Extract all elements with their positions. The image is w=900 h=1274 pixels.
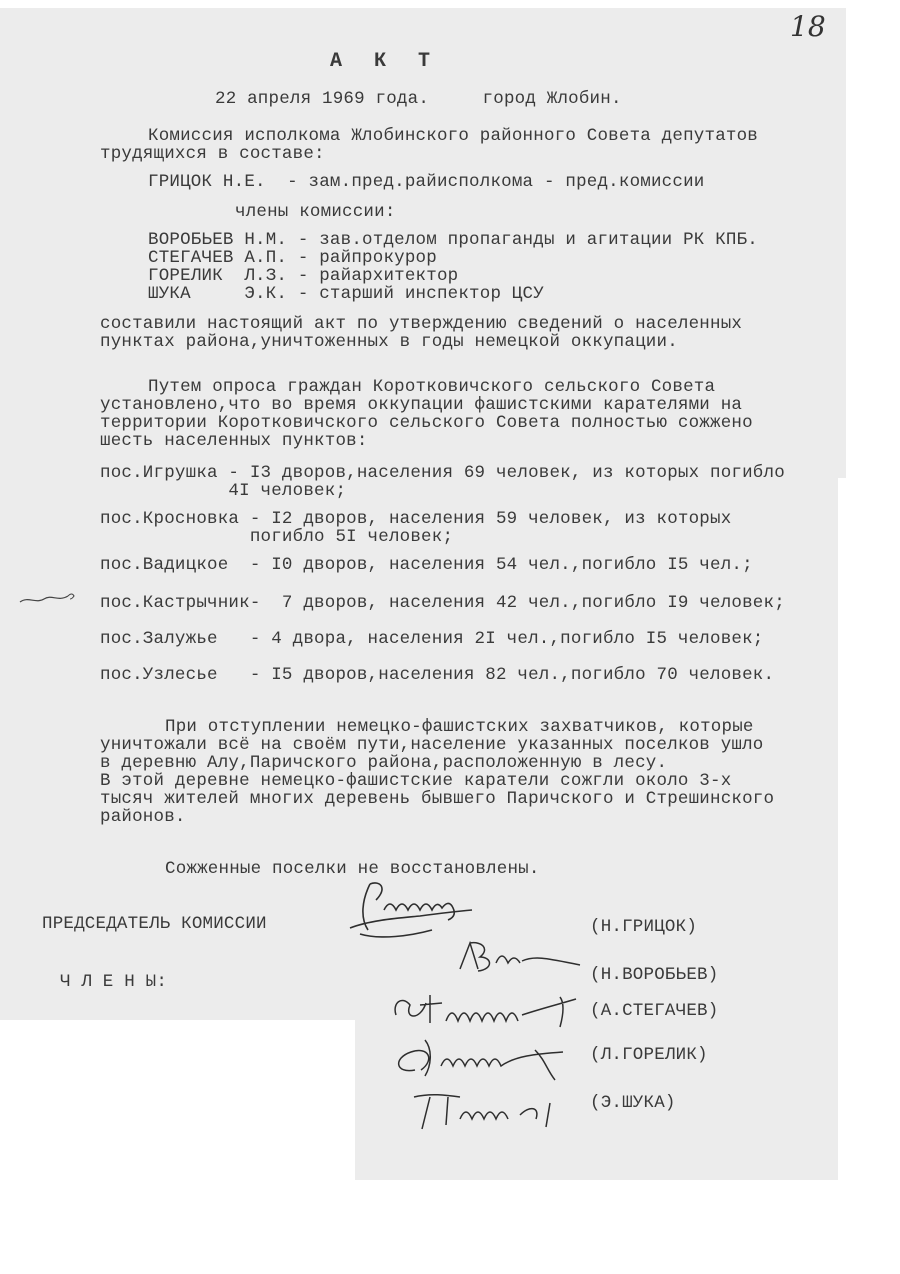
para2-line: При отступлении немецко-фашистских захватчиков, которые [165, 717, 754, 737]
para2-line: в деревню Алу,Паричского района,расположенную в лесу. [100, 753, 668, 773]
settlement-igrushka: пос.Игрушка - I3 дворов,населения 69 человек, из которых погибло [100, 463, 785, 483]
signatory-name: (Н.ГРИЦОК) [590, 917, 698, 937]
intro-line-1: Комиссия исполкома Жлобинского районного Совета депутатов [148, 126, 758, 146]
member-line: ГОРЕЛИК Л.З. - райархитектор [148, 266, 459, 286]
purpose-line-1: составили настоящий акт по утверждению сведений о населенных [100, 314, 743, 334]
torn-corner [0, 1020, 355, 1274]
settlement-krosnovka: пос.Кросновка - I2 дворов, населения 59 человек, из которых [100, 509, 732, 529]
signature-member [385, 1030, 585, 1085]
para2-line: районов. [100, 807, 186, 827]
settlement-krosnovka-cont: погибло 5I человек; [100, 527, 454, 547]
member-line: ВОРОБЬЕВ Н.М. - зав.отделом пропаганды и агитации РК КПБ. [148, 230, 758, 250]
chair-line: ГРИЦОК Н.Е. - зам.пред.райисполкома - пред.комиссии [148, 172, 705, 192]
settlement-uzlesye: пос.Узлесье - I5 дворов,населения 82 чел.,погибло 70 человек. [100, 665, 775, 685]
signature-member [440, 935, 590, 985]
signatory-name: (А.СТЕГАЧЕВ) [590, 1001, 719, 1021]
settlement-zaluzhye: пос.Залужье - 4 двора, населения 2I чел.,погибло I5 человек; [100, 629, 764, 649]
torn-bottom [355, 1180, 838, 1274]
settlement-igrushka-cont: 4I человек; [100, 481, 347, 501]
para2-line: уничтожали всё на своём пути,население указанных поселков ушло [100, 735, 764, 755]
members-label: Ч Л Е Н Ы: [60, 972, 168, 992]
settlement-kastrychnik: пос.Кастрычник- 7 дворов, населения 42 чел.,погибло I9 человек; [100, 593, 785, 613]
chairman-label: ПРЕДСЕДАТЕЛЬ КОМИССИИ [42, 914, 267, 934]
margin-note-mark [18, 590, 78, 610]
para1-line: шесть населенных пунктов: [100, 431, 368, 451]
signature-member [400, 1085, 580, 1135]
page-number: 18 [790, 10, 826, 43]
para1-line: территории Коротковичского сельского Совета полностью сожжено [100, 413, 753, 433]
settlement-vaditskoe: пос.Вадицкое - I0 дворов, населения 54 чел.,погибло I5 чел.; [100, 555, 753, 575]
members-heading: члены комиссии: [235, 202, 396, 222]
date-line: 22 апреля 1969 года. город Жлобин. [215, 89, 622, 109]
para1-line: установлено,что во время оккупации фашистскими карателями на [100, 395, 743, 415]
closing-line: Сожженные поселки не восстановлены. [165, 859, 540, 879]
para2-line: В этой деревне немецко-фашистские каратели сожгли около 3-х [100, 771, 732, 791]
intro-line-2: трудящихся в составе: [100, 144, 325, 164]
signatory-name: (Л.ГОРЕЛИК) [590, 1045, 708, 1065]
para1-line: Путем опроса граждан Коротковичского сельского Совета [148, 377, 716, 397]
document-title: А К Т [330, 50, 441, 73]
signatory-name: (Н.ВОРОБЬЕВ) [590, 965, 719, 985]
member-line: ШУКА Э.К. - старший инспектор ЦСУ [148, 284, 544, 304]
para2-line: тысяч жителей многих деревень бывшего Паричского и Стрешинского [100, 789, 775, 809]
signature-member [380, 985, 590, 1035]
signatory-name: (Э.ШУКА) [590, 1093, 676, 1113]
sheet-edge [838, 8, 846, 478]
member-line: СТЕГАЧЕВ А.П. - райпрокурор [148, 248, 437, 268]
purpose-line-2: пунктах района,уничтоженных в годы немецкой оккупации. [100, 332, 678, 352]
